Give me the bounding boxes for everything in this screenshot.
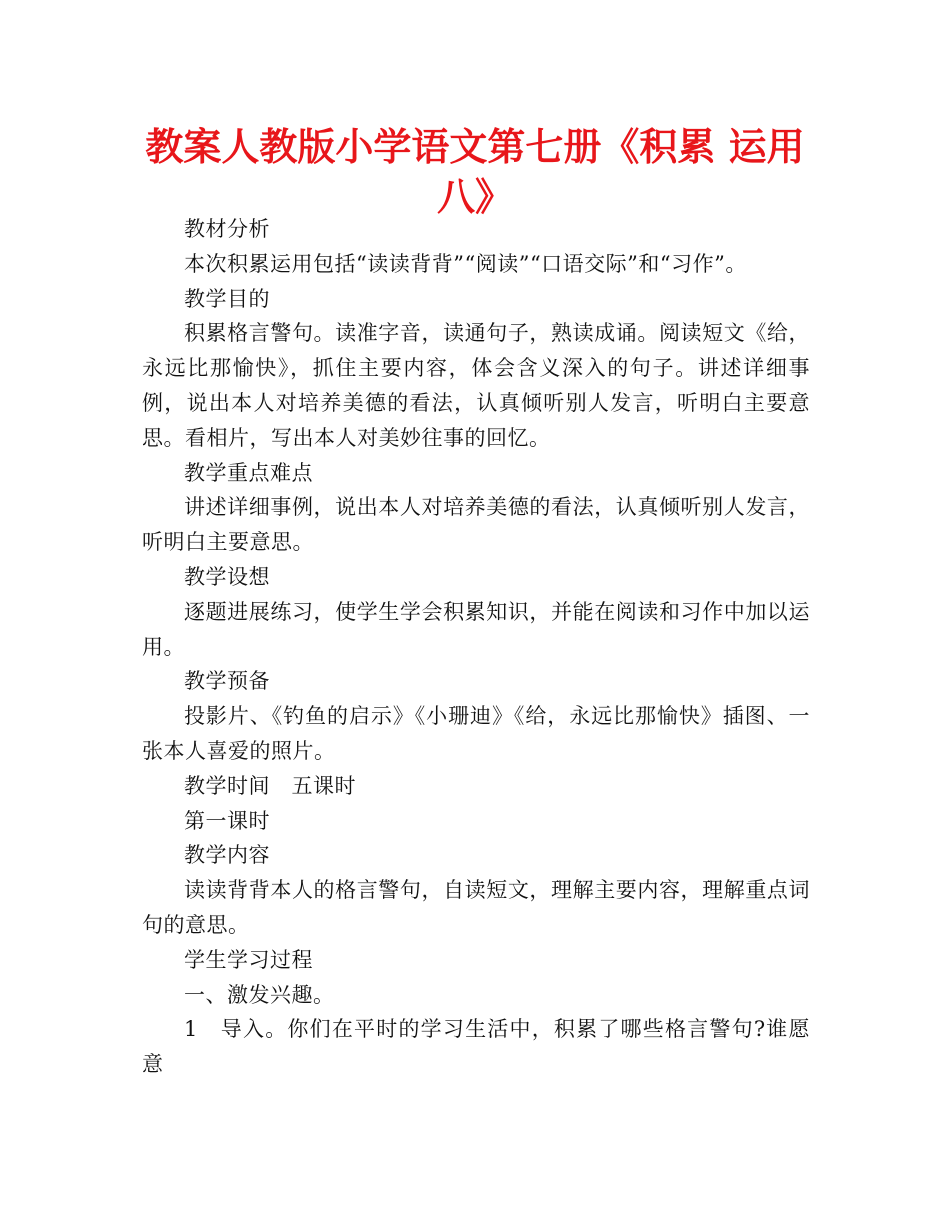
heading-teaching-content: 教学内容 bbox=[184, 843, 270, 868]
paragraph-textbook-analysis: 本次积累运用包括“读读背背”“阅读”“口语交际”和“习作”。 bbox=[184, 251, 747, 276]
section-spark-interest: 一、激发兴趣。 bbox=[184, 982, 335, 1007]
line-teaching-time: 教学时间 五课时 bbox=[184, 773, 356, 798]
heading-first-lesson: 第一课时 bbox=[184, 808, 270, 833]
heading-teaching-concept: 教学设想 bbox=[184, 564, 270, 589]
paragraph-teaching-concept: 逐题进展练习，使学生学会积累知识，并能在阅读和习作中加以运用。 bbox=[142, 599, 810, 659]
paragraph-introduction: 1 导入。你们在平时的学习生活中，积累了哪些格言警句?谁愿意 bbox=[142, 1017, 810, 1077]
document-body bbox=[142, 212, 810, 1082]
heading-learning-process: 学生学习过程 bbox=[184, 947, 313, 972]
paragraph-key-difficulties: 讲述详细事例，说出本人对培养美德的看法，认真倾听别人发言，听明白主要意思。 bbox=[142, 495, 810, 555]
heading-key-difficulties: 教学重点难点 bbox=[184, 460, 313, 485]
heading-teaching-goals: 教学目的 bbox=[184, 286, 270, 311]
paragraph-teaching-goals: 积累格言警句。读准字音，读通句子，熟读成诵。阅读短文《给，永远比那愉快》，抓住主要内容，体会含义深入的句子。讲述详细事例，说出本人对培养美德的看法，认真倾听别人发言，听明白主要意思。看相片，写出本人对美妙往事的回忆。 bbox=[142, 321, 810, 450]
document-title: 教案人教版小学语文第七册《积累 运用八》 bbox=[145, 125, 805, 219]
paragraph-teaching-content: 读读背背本人的格言警句，自读短文，理解主要内容，理解重点词句的意思。 bbox=[142, 878, 810, 937]
paragraph-teaching-preparation: 投影片、《钓鱼的启示》《小珊迪》《给，永远比那愉快》插图、一张本人喜爱的照片。 bbox=[142, 704, 810, 763]
heading-teaching-preparation: 教学预备 bbox=[184, 669, 270, 694]
heading-textbook-analysis: 教材分析 bbox=[184, 217, 270, 241]
